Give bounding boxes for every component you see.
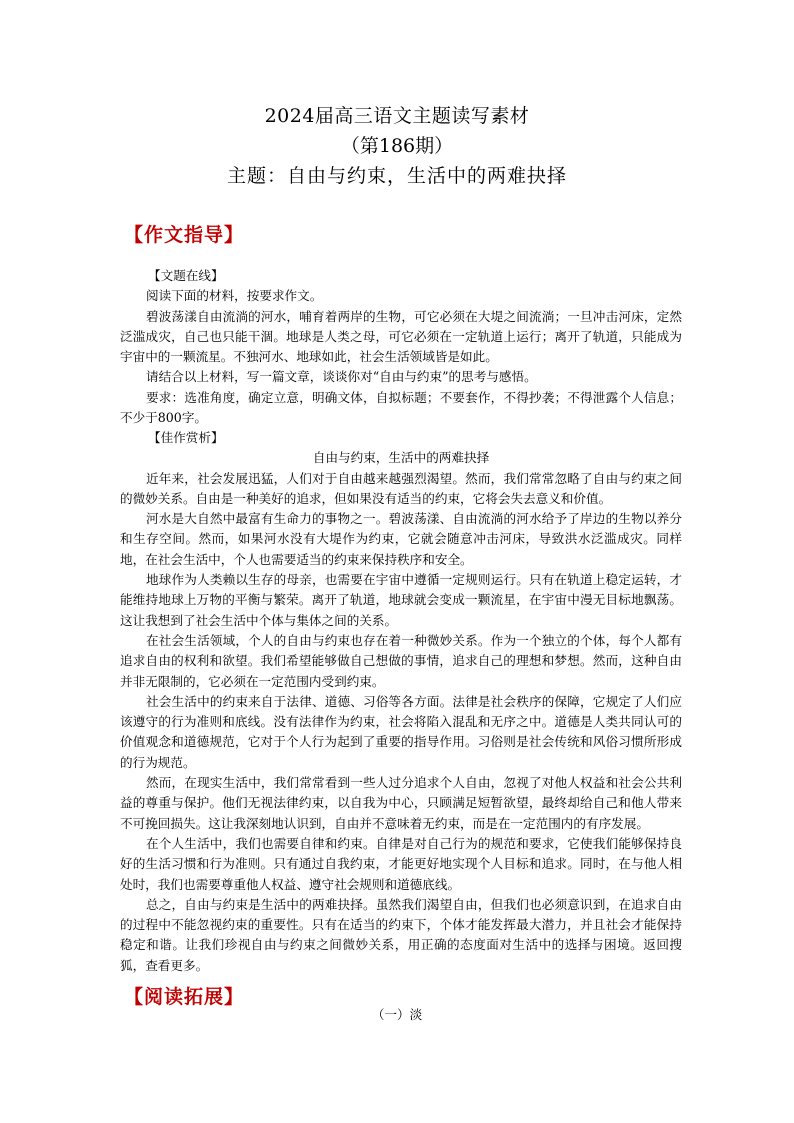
essay-paragraph: 地球作为人类赖以生存的母亲，也需要在宇宙中遵循一定规则运行。只有在轨道上稳定运转，才能维持地球上万物的平衡与繁荣。离开了轨道，地球就会变成一颗流星，在宇宙中漫无目标地飘荡。这让我想到了社会生活中个体与集体之间的关系。 <box>120 572 682 628</box>
document-title: 2024届高三语文主题读写素材 <box>264 105 530 127</box>
title-block <box>0 101 794 192</box>
essay-paragraph: 在社会生活领域，个人的自由与约束也存在着一种微妙关系。作为一个独立的个体，每个人都有追求自由的权利和欲望。我们希望能够做自己想做的事情，追求自己的理想和梦想。然而，这种自由并非无限制的，它必须在一定范围内受到约束。 <box>120 632 682 689</box>
essay-paragraph: 社会生活中的约束来自于法律、道德、习俗等各方面。法律是社会秩序的保障，它规定了人们应该遵守的行为准则和底线。没有法律作为约束，社会将陷入混乱和无序之中。道德是人类共同认可的价值观念和道德规范，它对于个人行为起到了重要的指导作用。习俗则是社会传统和风俗习惯所形成的行为规范。 <box>120 693 682 770</box>
essay-block <box>120 428 682 976</box>
prompt-block <box>120 266 682 428</box>
essay-paragraph: 在个人生活中，我们也需要自律和约束。自律是对自己行为的规范和要求，它使我们能够保持良好的生活习惯和行为准则。只有通过自我约束，才能更好地实现个人目标和追求。同时，在与他人相处时，我们也需要尊重他人权益、遵守社会规则和道德底线。 <box>120 835 682 892</box>
reading-first-marker: （一）淡 <box>371 1007 423 1022</box>
section-reading-extension: 【阅读拓展】 <box>124 986 245 1008</box>
essay-paragraph: 总之，自由与约束是生活中的两难抉择。虽然我们渴望自由，但我们也必须意识到，在追求自由的过程中不能忽视约束的重要性。只有在适当的约束下，个体才能发挥最大潜力，并且社会才能保持稳定和谐。让我们珍视自由与约束之间微妙关系，用正确的态度面对生活中的选择与困境。返回搜狐，查看更多。 <box>120 896 682 973</box>
essay-paragraph: 然而，在现实生活中，我们常常看到一些人过分追求个人自由，忽视了对他人权益和社会公共利益的尊重与保护。他们无视法律约束，以自我为中心，只顾满足短暂欲望，最终却给自己和他人带来不可挽回损失。这让我深刻地认识到，自由并不意味着无约束，而是在一定范围内的有序发展。 <box>120 775 682 831</box>
essay-paragraph: 近年来，社会发展迅猛，人们对于自由越来越强烈渴望。然而，我们常常忽略了自由与约束之间的微妙关系。自由是一种美好的追求，但如果没有适当的约束，它将会失去意义和价值。 <box>120 470 682 506</box>
theme-title: 主题：自由与约束，生活中的两难抉择 <box>226 165 567 187</box>
essay-paragraph: 河水是大自然中最富有生命力的事物之一。碧波荡漾、自由流淌的河水给予了岸边的生物以养分和生存空间。然而，如果河水没有大堤作为约束，它就会随意冲击河床，导致洪水泛滥成灾。同样地，在社会生活中，个人也需要适当的约束来保持秩序和安全。 <box>120 511 682 567</box>
essay-title: 自由与约束，生活中的两难抉择 <box>312 450 490 466</box>
prompt-paragraph: 要求：选准角度，确定立意，明确文体，自拟标题；不要套作，不得抄袭；不得泄露个人信息；不少于800字。 <box>120 389 682 426</box>
prompt-paragraph: 阅读下面的材料，按要求作文。 <box>146 288 323 304</box>
prompt-heading: 【文题在线】 <box>148 268 224 283</box>
prompt-paragraph: 请结合以上材料，写一篇文章，谈谈你对“自由与约束”的思考与感悟。 <box>146 369 537 385</box>
section-writing-guide: 【作文指导】 <box>124 224 245 246</box>
essay-heading: 【佳作赏析】 <box>148 430 224 445</box>
issue-number: （第186期） <box>340 135 454 157</box>
prompt-paragraph: 碧波荡漾自由流淌的河水，哺育着两岸的生物，可它必须在大堤之间流淌；一旦冲击河床，定然泛滥成灾，自己也只能干涸。地球是人类之母，可它必须在一定轨道上运行；离开了轨道，只能成为宇宙中的一颗流星。不独河水、地球如此，社会生活领域皆是如此。 <box>120 308 682 365</box>
